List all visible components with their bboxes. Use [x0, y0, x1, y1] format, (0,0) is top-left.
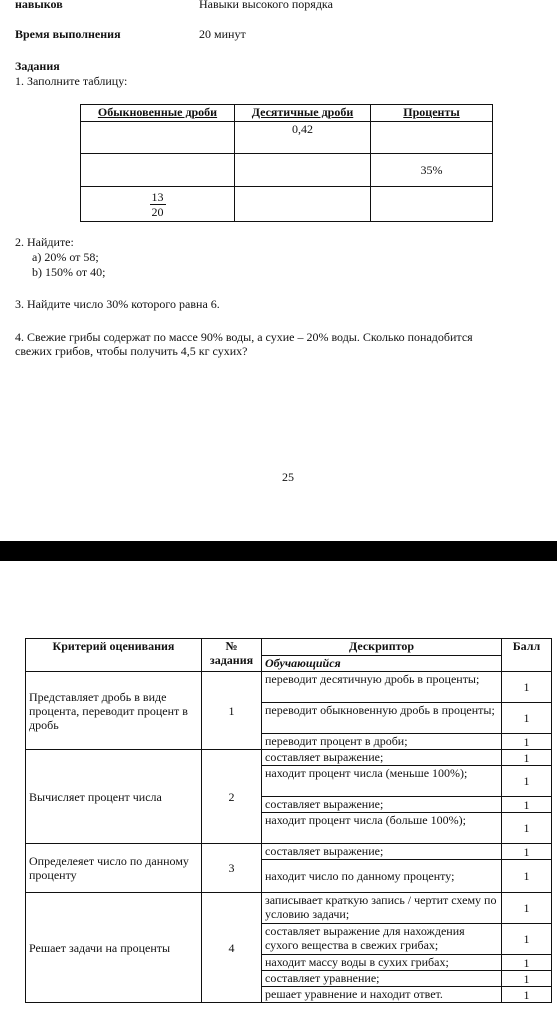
task-4-line1: 4. Свежие грибы содержат по массе 90% воды, а сухие – 20% воды. Сколько понадобится [15, 330, 473, 344]
fraction-denominator: 20 [151, 204, 164, 219]
task-number-4: 4 [202, 893, 262, 1003]
rubric-header-number-line1: № [225, 639, 238, 653]
percent-value: 35% [420, 163, 443, 177]
rubric-table [25, 638, 552, 1003]
col-header-common-fractions: Обыкновенные дроби [81, 105, 235, 122]
cell-r3-decimal [235, 187, 371, 222]
descriptor: переводит процент в дроби; [262, 734, 502, 750]
descriptor: составляет выражение; [262, 750, 502, 766]
descriptor: составляет выражение для нахождения сухого вещества в свежих грибах; [262, 924, 502, 955]
score: 1 [502, 797, 552, 813]
task-number-1: 1 [202, 672, 262, 750]
rubric-header-criterion: Критерий оценивания [26, 639, 202, 672]
page-separator-band [0, 541, 557, 561]
rubric-header-number-line2: задания [209, 653, 254, 667]
score: 1 [502, 971, 552, 987]
cell-r2-percent [371, 154, 493, 187]
header-label-time: Время выполнения [15, 27, 121, 41]
criterion-1: Представляет дробь в виде процента, переводит процент в дробь [26, 672, 202, 750]
cell-r3-percent [371, 187, 493, 222]
descriptor: находит процент числа (меньше 100%); [262, 766, 502, 797]
rubric-header-number [202, 639, 262, 672]
rubric-header-score: Балл [502, 639, 552, 672]
descriptor: составляет выражение; [262, 797, 502, 813]
descriptor: записывает краткую запись / чертит схему по условию задачи; [262, 893, 502, 924]
task-number-3: 3 [202, 844, 262, 893]
col-header-decimal-fractions: Десятичные дроби [235, 105, 371, 122]
cell-r2-common [81, 154, 235, 187]
score: 1 [502, 844, 552, 860]
task-3-text: 3. Найдите число 30% которого равна 6. [15, 297, 220, 311]
fill-table [80, 104, 493, 222]
tasks-heading: Задания [15, 59, 60, 73]
fraction-numerator: 13 [151, 189, 164, 204]
descriptor: находит процент числа (больше 100%); [262, 813, 502, 844]
descriptor: составляет уравнение; [262, 971, 502, 987]
cell-r1-common [81, 122, 235, 154]
score: 1 [502, 672, 552, 703]
header-label-skills: навыков [15, 0, 63, 11]
score: 1 [502, 750, 552, 766]
task-2-text: 2. Найдите: [15, 235, 74, 249]
descriptor: решает уравнение и находит ответ. [262, 987, 502, 1003]
score: 1 [502, 703, 552, 734]
score: 1 [502, 860, 552, 893]
descriptor: переводит десятичную дробь в проценты; [262, 672, 502, 703]
header-value-skills: Навыки высокого порядка [199, 0, 333, 11]
decimal-value: 0,42 [292, 122, 313, 136]
fraction [150, 190, 166, 219]
cell-r1-percent [371, 122, 493, 154]
rubric-header-descriptor: Дескриптор [262, 639, 502, 656]
score: 1 [502, 893, 552, 924]
task-number-2: 2 [202, 750, 262, 844]
rubric-header-learner: Обучающийся [262, 656, 502, 672]
criterion-4: Решает задачи на проценты [26, 893, 202, 1003]
col-header-percents: Проценты [371, 105, 493, 122]
descriptor: переводит обыкновенную дробь в проценты; [262, 703, 502, 734]
task-2a-text: a) 20% от 58; [32, 250, 99, 264]
score: 1 [502, 924, 552, 955]
criterion-3: Определеяет число по данному проценту [26, 844, 202, 893]
descriptor: находит массу воды в сухих грибах; [262, 955, 502, 971]
cell-r1-decimal [235, 122, 371, 154]
score: 1 [502, 955, 552, 971]
task-2b-text: b) 150% от 40; [32, 265, 106, 279]
score: 1 [502, 987, 552, 1003]
score: 1 [502, 813, 552, 844]
criterion-2: Вычисляет процент числа [26, 750, 202, 844]
cell-r2-decimal [235, 154, 371, 187]
score: 1 [502, 734, 552, 750]
score: 1 [502, 766, 552, 797]
task-4-line2: свежих грибов, чтобы получить 4,5 кг сухих? [15, 344, 248, 358]
cell-r3-common [81, 187, 235, 222]
task-1-text: 1. Заполните таблицу: [15, 74, 128, 88]
descriptor: составляет выражение; [262, 844, 502, 860]
descriptor: находит число по данному проценту; [262, 860, 502, 893]
header-value-time: 20 минут [199, 27, 246, 41]
page-number: 25 [282, 470, 294, 484]
